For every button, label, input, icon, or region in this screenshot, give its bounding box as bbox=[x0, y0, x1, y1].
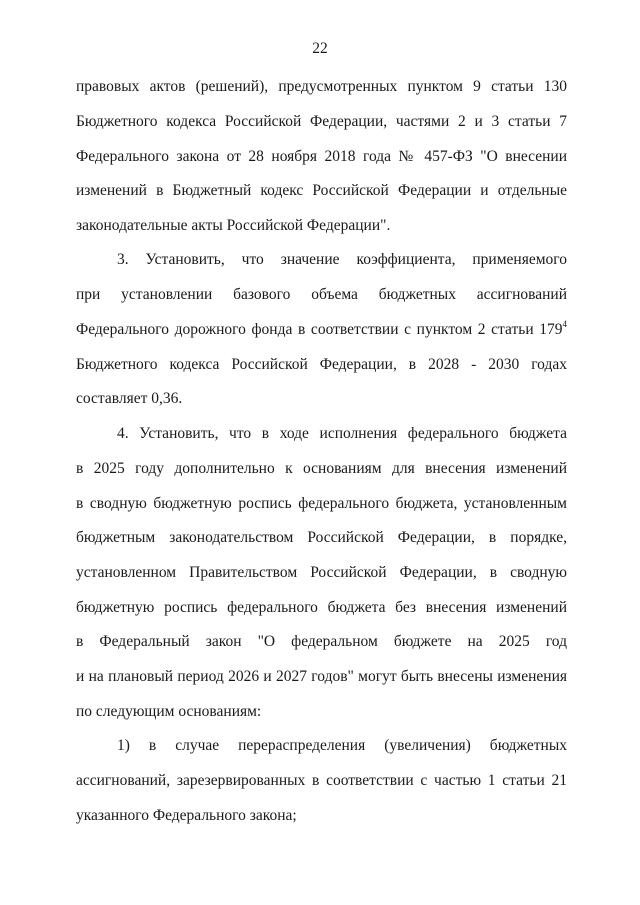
paragraph-4-line-6: бюджетную роспись федерального бюджета без внесения изменений bbox=[76, 599, 567, 616]
page-number: 22 bbox=[312, 40, 328, 57]
paragraph-4-line-5: установленном Правительством Российской Федерации, в сводную bbox=[76, 564, 567, 581]
text-line-4: изменений в Бюджетный кодекс Российской Федерации и отдельные bbox=[76, 182, 567, 199]
item-1-line-2: ассигнований, зарезервированных в соответствии с частью 1 статьи 21 bbox=[76, 772, 567, 789]
paragraph-3-line-3 bbox=[76, 320, 567, 340]
paragraph-4-line-7: в Федеральный закон "О федеральном бюджете на 2025 год bbox=[76, 633, 567, 650]
paragraph-4-line-2: в 2025 году дополнительно к основаниям для внесения изменений bbox=[76, 460, 567, 477]
paragraph-4-line-8: и на плановый период 2026 и 2027 годов" могут быть внесены изменения bbox=[76, 668, 567, 685]
paragraph-3-line-3-text: Федерального дорожного фонда в соответствии с пунктом 2 статьи 179 bbox=[76, 321, 563, 338]
paragraph-4-line-1: 4. Установить, что в ходе исполнения федерального бюджета bbox=[117, 425, 567, 442]
text-line-2: Бюджетного кодекса Российской Федерации, частями 2 и 3 статьи 7 bbox=[76, 113, 567, 130]
paragraph-3-line-2: при установлении базового объема бюджетных ассигнований bbox=[76, 286, 567, 303]
paragraph-4-line-9: по следующим основаниям: bbox=[76, 703, 262, 720]
paragraph-3-line-1: 3. Установить, что значение коэффициента, применяемого bbox=[117, 251, 567, 268]
paragraph-4-line-3: в сводную бюджетную роспись федерального бюджета, установленным bbox=[76, 495, 567, 512]
text-line-3: Федерального закона от 28 ноября 2018 года № 457-ФЗ "О внесении bbox=[76, 148, 567, 165]
item-1-line-1: 1) в случае перераспределения (увеличения) бюджетных bbox=[117, 737, 567, 754]
paragraph-4-line-4: бюджетным законодательством Российской Федерации, в порядке, bbox=[76, 529, 567, 546]
paragraph-3-line-4: Бюджетного кодекса Российской Федерации, в 2028 - 2030 годах bbox=[76, 356, 567, 373]
text-line-5: законодательные акты Российской Федерации". bbox=[76, 217, 391, 234]
item-1-line-3: указанного Федерального закона; bbox=[76, 807, 297, 824]
text-line-1: правовых актов (решений), предусмотренных пунктом 9 статьи 130 bbox=[76, 78, 567, 95]
superscript-article-number: 4 bbox=[562, 318, 567, 329]
paragraph-3-line-5: составляет 0,36. bbox=[76, 390, 183, 407]
